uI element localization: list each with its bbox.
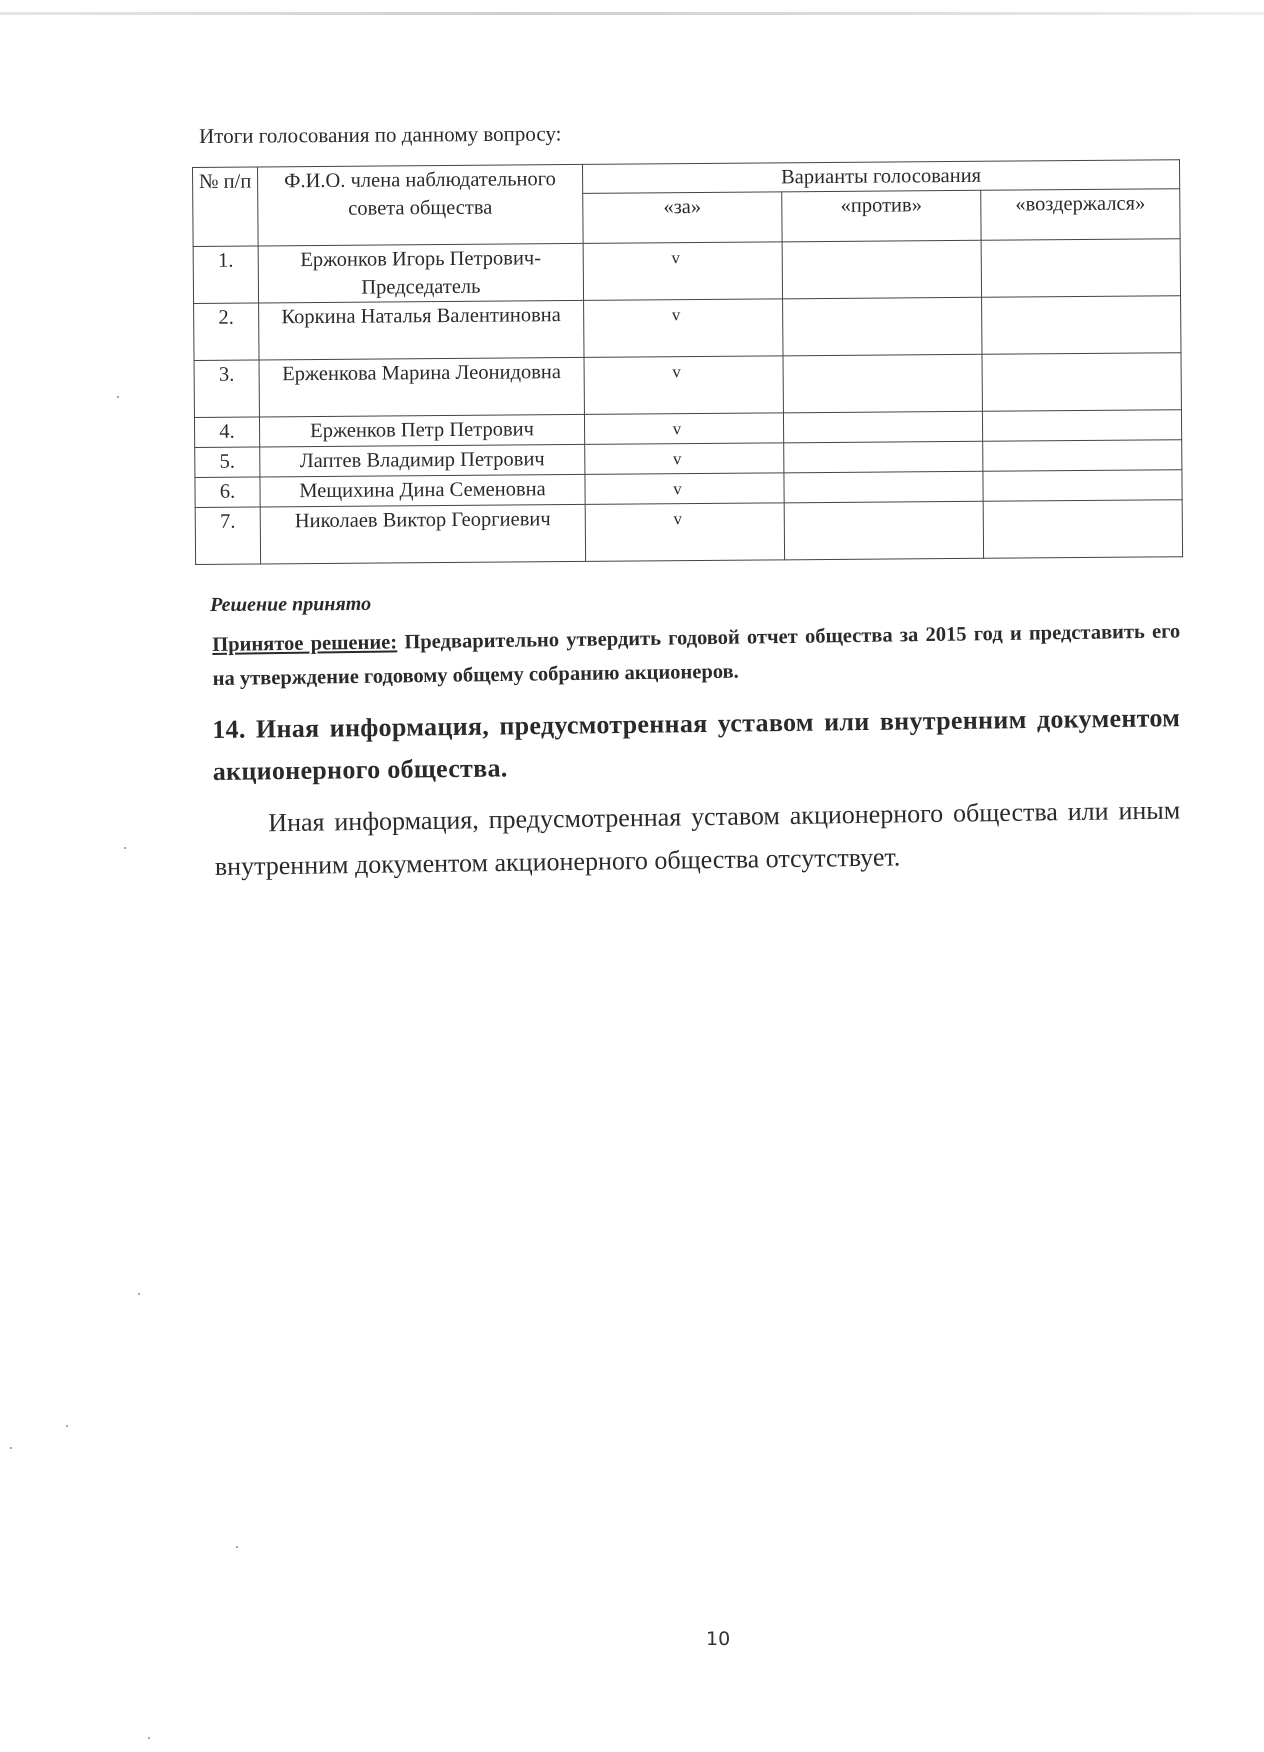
vote-abstained-cell: [981, 239, 1180, 298]
header-number: № п/п: [193, 167, 259, 247]
header-abstained: «воздержался»: [981, 189, 1180, 241]
row-number: 2.: [194, 303, 259, 361]
row-number: 3.: [194, 360, 259, 418]
table-row: [193, 239, 1180, 304]
voting-results-intro: Итоги голосования по данному вопросу:: [199, 121, 562, 148]
row-number: 6.: [195, 477, 260, 508]
row-number: 7.: [195, 507, 260, 565]
vote-against-cell: [782, 240, 981, 299]
page-number: 10: [706, 1628, 731, 1650]
vote-for-cell: [585, 503, 784, 562]
adopted-decision-text: Предварительно утвердить годовой отчет общества за 2015 год и представить его на утверждение годовому общему собранию акционеров.: [212, 620, 1181, 690]
scan-top-edge: [0, 12, 1264, 15]
vote-against-cell: [783, 411, 982, 443]
vote-abstained-cell: [983, 470, 1182, 502]
adopted-decision: [212, 614, 1181, 696]
table-row: [194, 296, 1181, 361]
adopted-decision-label: Принятое решение:: [212, 631, 398, 656]
vote-against-cell: [782, 297, 981, 356]
scan-speck: [117, 396, 119, 398]
vote-mark: v: [672, 449, 682, 469]
header-for: «за»: [583, 192, 782, 244]
member-name: Ерженков Петр Петрович: [259, 414, 584, 447]
scan-speck: [10, 1447, 12, 1449]
section-heading: 14. Иная информация, предусмотренная уставом или внутренним документом акционерного общества.: [212, 703, 1181, 786]
decision-status: Решение принято: [210, 592, 372, 616]
scan-speck: [148, 1737, 150, 1739]
vote-abstained-cell: [982, 353, 1181, 412]
vote-mark: v: [672, 362, 681, 382]
section-paragraph: Иная информация, предусмотренная уставом акционерного общества или иным внутренним документом акционерного общества отсутствует.: [214, 795, 1181, 881]
member-name: Николаев Виктор Георгиевич: [260, 504, 585, 564]
vote-mark: v: [673, 479, 682, 499]
vote-mark: v: [673, 509, 683, 529]
vote-mark: v: [672, 419, 682, 439]
member-name: Ержонков Игорь Петрович-Председатель: [258, 243, 583, 303]
vote-for-cell: [585, 473, 784, 505]
scan-speck: [66, 1425, 68, 1427]
vote-for-cell: [583, 299, 782, 358]
row-number: 4.: [194, 417, 259, 448]
scan-speck: [236, 1546, 238, 1548]
member-name: Мещихина Дина Семеновна: [260, 474, 585, 507]
member-name: Ерженкова Марина Леонидовна: [259, 357, 584, 417]
vote-mark: v: [671, 305, 681, 325]
vote-for-cell: [585, 443, 784, 475]
scan-speck: [138, 1293, 140, 1295]
vote-abstained-cell: [983, 500, 1182, 559]
vote-for-cell: [584, 356, 783, 415]
header-voting-options: Варианты голосования: [582, 160, 1179, 194]
vote-abstained-cell: [983, 440, 1182, 472]
vote-for-cell: [583, 242, 782, 301]
vote-against-cell: [784, 441, 983, 473]
member-name: Лаптев Владимир Петрович: [260, 444, 585, 477]
header-against: «против»: [782, 190, 981, 242]
voting-results-table: [192, 159, 1183, 565]
vote-abstained-cell: [982, 296, 1181, 355]
member-name: Коркина Наталья Валентиновна: [259, 300, 584, 360]
vote-against-cell: [784, 501, 983, 560]
vote-against-cell: [784, 471, 983, 503]
table-row: [195, 500, 1182, 565]
scan-speck: [124, 847, 126, 849]
vote-mark: v: [671, 248, 680, 268]
vote-against-cell: [783, 354, 982, 413]
vote-for-cell: [584, 413, 783, 445]
row-number: 5.: [195, 447, 260, 478]
vote-abstained-cell: [982, 410, 1181, 442]
row-number: 1.: [193, 246, 258, 304]
table-row: [194, 353, 1181, 418]
header-member-name: Ф.И.О. члена наблюдательного совета общества: [257, 164, 583, 246]
